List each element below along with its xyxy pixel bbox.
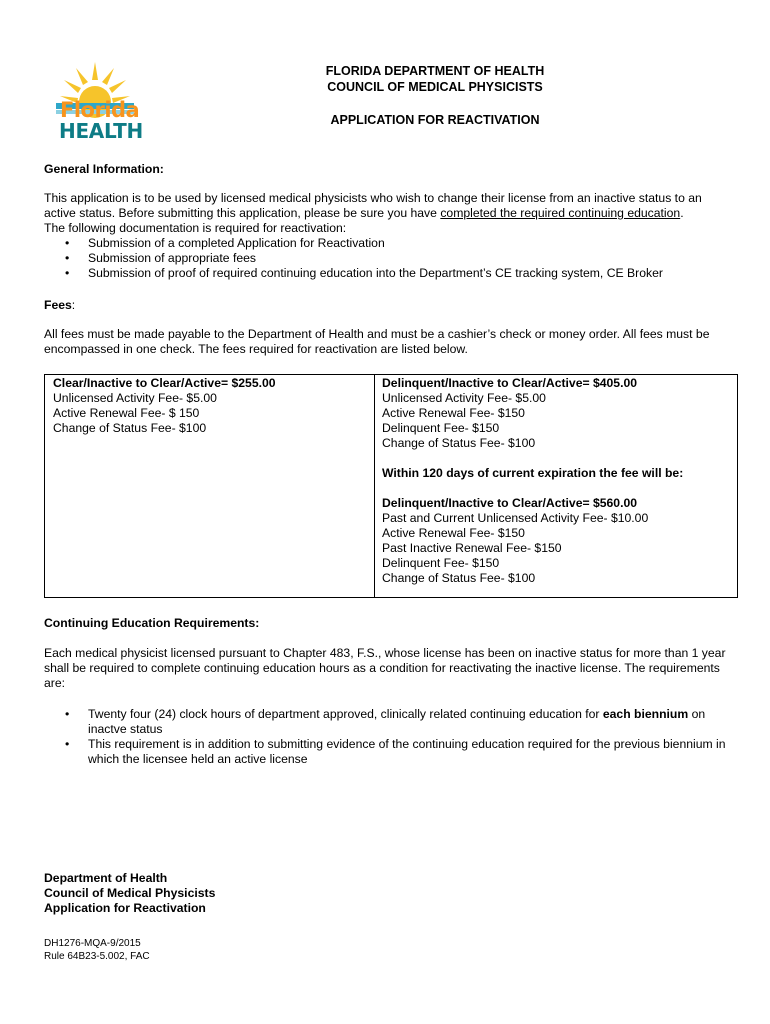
list-item-text: Submission of proof of required continuing education into the Department’s CE tracking system, CE Broker [88, 266, 663, 280]
fee-column-title: Clear/Inactive to Clear/Active= $255.00 [53, 376, 276, 390]
bullet-icon: • [65, 707, 70, 721]
form-footer [44, 937, 150, 963]
ce-link[interactable]: completed the required continuing education [440, 206, 681, 220]
logo-text-florida: Florida [60, 98, 140, 122]
list-item-text: on inactve status [88, 707, 706, 736]
list-item-text: Submission of a completed Application for Reactivation [88, 236, 385, 250]
council-name: COUNCIL OF MEDICAL PHYSICISTS [327, 80, 543, 94]
bullet-icon: • [65, 737, 70, 751]
fee-item: Delinquent Fee- $150 [382, 421, 500, 435]
department-name: FLORIDA DEPARTMENT OF HEALTH [325, 64, 545, 78]
rule-reference: Rule 64B23-5.002, FAC [44, 951, 150, 962]
list-item [44, 266, 734, 281]
list-item [44, 251, 734, 266]
fee-column-delinquent-inactive [382, 376, 732, 586]
ce-paragraph: Each medical physicist licensed pursuant to Chapter 483, F.S., whose license has been on inactive status for more than 1 year shall be required to complete continuing education hours as a condition for reactivating the inactive license. The requirements are: [44, 646, 726, 690]
fee-item: Unlicensed Activity Fee- $5.00 [382, 391, 546, 405]
fee-item: Change of Status Fee- $100 [382, 436, 536, 450]
fee-item: Active Renewal Fee- $ 150 [53, 406, 200, 420]
list-item [44, 236, 734, 251]
list-item [44, 737, 734, 767]
fee-item: Past Inactive Renewal Fee- $150 [382, 541, 562, 555]
fees-heading-text: Fees [44, 298, 72, 312]
expiration-note: Within 120 days of current expiration the fee will be: [382, 466, 684, 480]
footer-block [44, 871, 215, 916]
fee-column-clear-inactive [53, 376, 363, 436]
fee-table-divider [374, 375, 375, 597]
fee-item: Delinquent Fee- $150 [382, 556, 500, 570]
general-info-text: This application is to be used by licensed medical physicists who wish to change their license from an inactive status to an active status. Before submitting this application, please be sure you have [44, 191, 702, 220]
florida-health-logo [56, 60, 143, 146]
bullet-icon: • [65, 251, 70, 265]
logo-text-health: HEALTH [59, 119, 143, 143]
fee-item: Past and Current Unlicensed Activity Fee- $10.00 [382, 511, 649, 525]
general-info-heading: General Information: [44, 162, 164, 176]
fee-item: Active Renewal Fee- $150 [382, 406, 525, 420]
document-title: APPLICATION FOR REACTIVATION [330, 113, 540, 127]
fee-column-title-2: Delinquent/Inactive to Clear/Active= $560.00 [382, 496, 638, 510]
fees-heading-colon: : [71, 298, 76, 312]
fee-item: Change of Status Fee- $100 [382, 571, 536, 585]
fee-item: Active Renewal Fee- $150 [382, 526, 525, 540]
general-info-period: . [680, 206, 684, 220]
footer-application: Application for Reactivation [44, 901, 206, 915]
bullet-icon: • [65, 236, 70, 250]
ce-heading: Continuing Education Requirements: [44, 616, 260, 630]
general-info-section [44, 191, 734, 281]
bullet-icon: • [65, 266, 70, 280]
form-id: DH1276-MQA-9/2015 [44, 938, 141, 949]
list-item [44, 707, 734, 737]
list-item-text: Submission of appropriate fees [88, 251, 257, 265]
general-info-paragraph [44, 191, 734, 221]
fee-table [44, 374, 738, 598]
fee-column-title: Delinquent/Inactive to Clear/Active= $405.00 [382, 376, 638, 390]
ce-requirements-list [44, 707, 734, 767]
documentation-list [44, 236, 734, 281]
footer-council: Council of Medical Physicists [44, 886, 216, 900]
list-item-text: Twenty four (24) clock hours of department approved, clinically related continuing education for [88, 707, 603, 721]
list-item-text: This requirement is in addition to submitting evidence of the continuing education required for the previous biennium in which the licensee held an active license [88, 737, 726, 766]
documentation-intro: The following documentation is required for reactivation: [44, 221, 347, 235]
list-item-emphasis: each biennium [602, 707, 689, 721]
fee-item: Unlicensed Activity Fee- $5.00 [53, 391, 217, 405]
fee-item: Change of Status Fee- $100 [53, 421, 207, 435]
fees-heading [44, 298, 75, 313]
fees-paragraph: All fees must be made payable to the Department of Health and must be a cashier’s check or money order. All fees must be encompassed in one check. The fees required for reactivation are listed below. [44, 327, 710, 356]
footer-department: Department of Health [44, 871, 168, 885]
